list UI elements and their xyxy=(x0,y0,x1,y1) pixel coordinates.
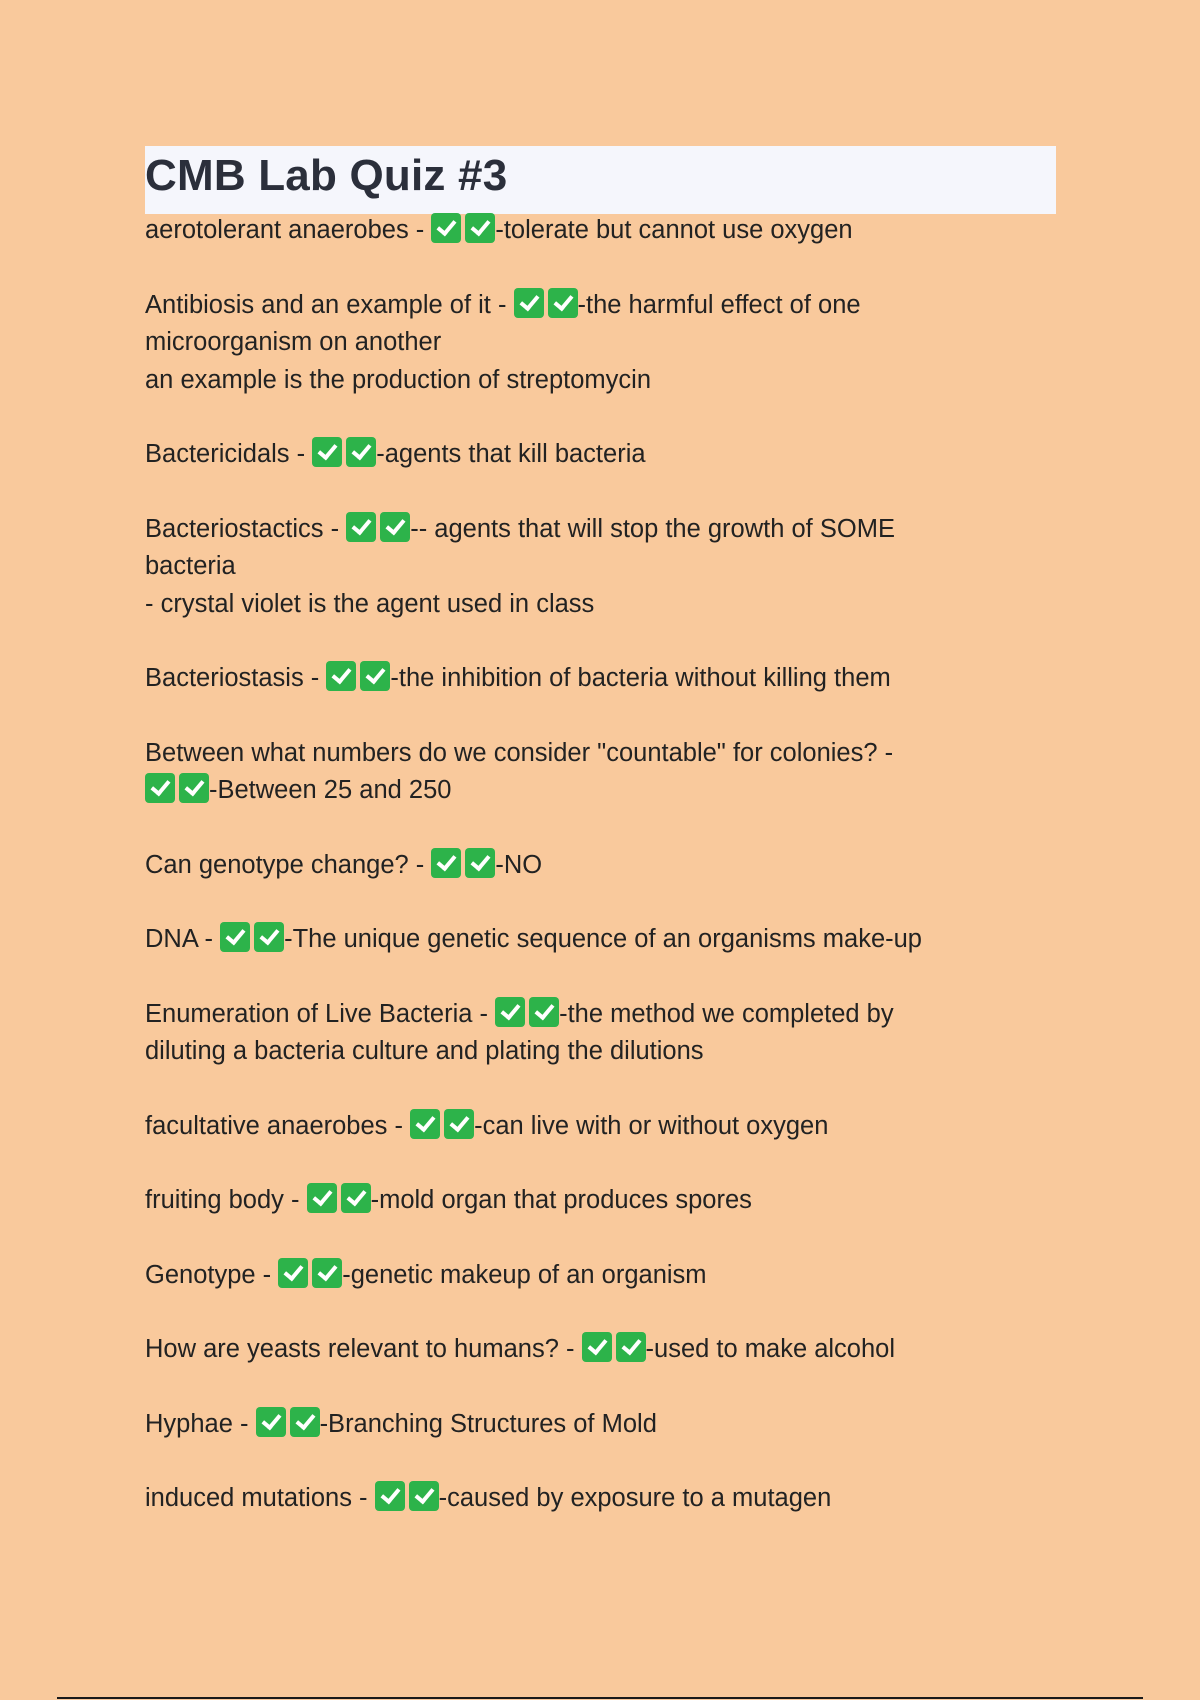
flashcard-entry xyxy=(145,287,1065,400)
entry-line xyxy=(145,772,1065,810)
entry-answer: bacteria xyxy=(145,552,236,580)
check-marks xyxy=(495,996,559,1034)
check-marks xyxy=(431,212,495,250)
flashcard-entry xyxy=(145,921,1065,959)
green-check-mark-icon xyxy=(465,213,495,243)
green-check-mark-icon xyxy=(495,997,525,1027)
entry-answer: an example is the production of streptomycin xyxy=(145,365,652,394)
green-check-mark-icon xyxy=(548,288,578,318)
green-check-mark-icon xyxy=(341,1183,371,1213)
entry-line xyxy=(145,660,1065,698)
entry-answer: -tolerate but cannot use oxygen xyxy=(495,216,853,244)
entry-line xyxy=(145,847,1065,885)
green-check-mark-icon xyxy=(290,1407,320,1437)
check-marks xyxy=(220,921,284,959)
check-marks xyxy=(582,1331,646,1369)
green-check-mark-icon xyxy=(409,1481,439,1511)
green-check-mark-icon xyxy=(278,1258,308,1288)
entry-term: Bacteriostactics - xyxy=(145,514,347,543)
check-marks xyxy=(278,1257,342,1295)
check-marks xyxy=(326,660,390,698)
flashcard-entry xyxy=(145,847,1065,885)
green-check-mark-icon xyxy=(465,848,495,878)
entry-answer: -- agents that will stop the growth of SOME xyxy=(410,514,895,543)
green-check-mark-icon xyxy=(431,213,461,243)
entry-line xyxy=(145,1331,1065,1369)
flashcard-entry xyxy=(145,1108,1065,1146)
entry-answer: -can live with or without oxygen xyxy=(474,1111,829,1140)
green-check-mark-icon xyxy=(254,922,284,952)
entry-answer: -the harmful effect of one xyxy=(577,290,861,319)
entry-line xyxy=(145,511,1065,549)
green-check-mark-icon xyxy=(582,1332,612,1362)
entry-line xyxy=(145,586,1065,624)
green-check-mark-icon xyxy=(410,1109,440,1139)
entry-answer: microorganism on another xyxy=(145,328,442,356)
green-check-mark-icon xyxy=(529,997,559,1027)
check-marks xyxy=(410,1108,474,1146)
entry-line xyxy=(145,287,1065,325)
flashcard-entry xyxy=(145,660,1065,698)
check-marks xyxy=(307,1182,371,1220)
entry-answer: -Between 25 and 250 xyxy=(209,776,452,804)
entry-line xyxy=(145,548,1065,586)
flashcard-entry xyxy=(145,511,1065,624)
green-check-mark-icon xyxy=(346,512,376,542)
entry-line xyxy=(145,1480,1065,1518)
flashcard-list xyxy=(145,212,1065,1555)
footer-divider xyxy=(57,1697,1143,1699)
flashcard-entry xyxy=(145,436,1065,474)
entry-answer: -genetic makeup of an organism xyxy=(342,1260,707,1289)
green-check-mark-icon xyxy=(431,848,461,878)
entry-line xyxy=(145,436,1065,474)
entry-term: Bactericidals - xyxy=(145,440,313,468)
entry-line xyxy=(145,212,1065,250)
flashcard-entry xyxy=(145,1406,1065,1444)
entry-term: How are yeasts relevant to humans? - xyxy=(145,1335,582,1363)
entry-line xyxy=(145,1108,1065,1146)
entry-term: Genotype - xyxy=(145,1260,279,1289)
check-marks xyxy=(431,847,495,885)
green-check-mark-icon xyxy=(616,1332,646,1362)
check-marks xyxy=(514,287,578,325)
title-bar xyxy=(145,146,1056,214)
entry-line xyxy=(145,1257,1065,1295)
entry-term: fruiting body - xyxy=(145,1186,307,1214)
entry-term: Can genotype change? - xyxy=(145,850,432,879)
entry-answer: -Branching Structures of Mold xyxy=(319,1409,657,1438)
entry-line xyxy=(145,1182,1065,1220)
entry-line xyxy=(145,324,1065,362)
check-marks xyxy=(375,1480,439,1518)
page-title: CMB Lab Quiz #3 xyxy=(145,151,508,200)
green-check-mark-icon xyxy=(326,661,356,691)
entry-answer: -The unique genetic sequence of an organisms make-up xyxy=(284,925,922,953)
entry-term: Between what numbers do we consider "countable" for colonies? - xyxy=(145,738,894,767)
green-check-mark-icon xyxy=(360,661,390,691)
entry-term: facultative anaerobes - xyxy=(145,1111,411,1140)
entry-answer: -caused by exposure to a mutagen xyxy=(438,1484,832,1512)
green-check-mark-icon xyxy=(380,512,410,542)
entry-line xyxy=(145,1406,1065,1444)
green-check-mark-icon xyxy=(256,1407,286,1437)
flashcard-entry xyxy=(145,735,1065,810)
flashcard-entry xyxy=(145,1182,1065,1220)
entry-answer: - crystal violet is the agent used in class xyxy=(145,589,595,618)
entry-term: Hyphae - xyxy=(145,1409,256,1438)
entry-term: Antibiosis and an example of it - xyxy=(145,290,514,319)
check-marks xyxy=(312,436,376,474)
entry-line xyxy=(145,996,1065,1034)
entry-answer: -the inhibition of bacteria without killing them xyxy=(390,664,891,692)
entry-answer: -the method we completed by xyxy=(559,999,894,1028)
entry-answer: diluting a bacteria culture and plating the dilutions xyxy=(145,1037,704,1065)
entry-line xyxy=(145,362,1065,400)
entry-answer: -NO xyxy=(495,850,543,879)
entry-line xyxy=(145,735,1065,773)
flashcard-entry xyxy=(145,1257,1065,1295)
green-check-mark-icon xyxy=(312,437,342,467)
entry-answer: -agents that kill bacteria xyxy=(376,440,646,468)
green-check-mark-icon xyxy=(179,773,209,803)
entry-term: DNA - xyxy=(145,925,221,953)
green-check-mark-icon xyxy=(220,922,250,952)
check-marks xyxy=(346,511,410,549)
entry-answer: -mold organ that produces spores xyxy=(370,1186,752,1214)
flashcard-entry xyxy=(145,1331,1065,1369)
green-check-mark-icon xyxy=(307,1183,337,1213)
green-check-mark-icon xyxy=(145,773,175,803)
green-check-mark-icon xyxy=(346,437,376,467)
entry-term: induced mutations - xyxy=(145,1484,375,1512)
check-marks xyxy=(145,772,209,810)
green-check-mark-icon xyxy=(375,1481,405,1511)
green-check-mark-icon xyxy=(312,1258,342,1288)
entry-term: Bacteriostasis - xyxy=(145,664,327,692)
entry-line xyxy=(145,921,1065,959)
entry-answer: -used to make alcohol xyxy=(645,1335,896,1363)
flashcard-entry xyxy=(145,212,1065,250)
check-marks xyxy=(256,1406,320,1444)
entry-line xyxy=(145,1033,1065,1071)
green-check-mark-icon xyxy=(444,1109,474,1139)
flashcard-entry xyxy=(145,1480,1065,1518)
flashcard-entry xyxy=(145,996,1065,1071)
green-check-mark-icon xyxy=(514,288,544,318)
entry-term: Enumeration of Live Bacteria - xyxy=(145,999,496,1028)
entry-term: aerotolerant anaerobes - xyxy=(145,216,432,244)
